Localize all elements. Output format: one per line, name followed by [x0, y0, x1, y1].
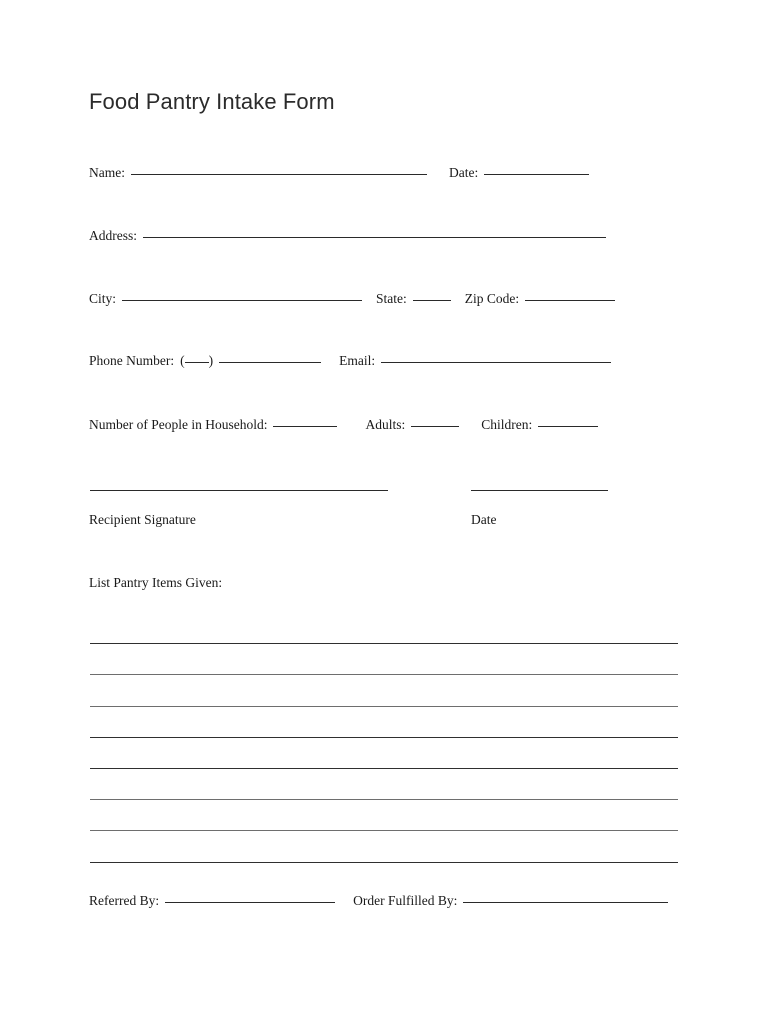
household-label: Number of People in Household: — [89, 417, 268, 432]
order-fulfilled-by-line[interactable] — [463, 902, 668, 903]
adults-count-line[interactable] — [411, 426, 459, 427]
address-label: Address: — [89, 228, 137, 243]
page-title: Food Pantry Intake Form — [89, 89, 335, 114]
state-label: State: — [376, 291, 407, 306]
order-fulfilled-by-label: Order Fulfilled By: — [353, 893, 458, 908]
phone-area-paren-open: ( — [180, 353, 185, 368]
phone-number-line[interactable] — [219, 362, 321, 363]
email-label: Email: — [339, 353, 376, 368]
zip-input-line[interactable] — [525, 300, 615, 301]
signature-date-label: Date — [471, 512, 497, 527]
row-name-date — [89, 165, 589, 181]
phone-area-code-line[interactable] — [185, 362, 209, 363]
row-city-state-zip — [89, 291, 615, 307]
row-address — [89, 228, 606, 244]
pantry-item-line[interactable] — [90, 769, 678, 800]
row-household — [89, 417, 598, 433]
name-input-line[interactable] — [131, 174, 427, 175]
pantry-item-line[interactable] — [90, 613, 678, 644]
children-label: Children: — [481, 417, 533, 432]
city-label: City: — [89, 291, 117, 306]
pantry-item-line[interactable] — [90, 644, 678, 675]
date-input-line[interactable] — [484, 174, 589, 175]
email-input-line[interactable] — [381, 362, 611, 363]
household-count-line[interactable] — [273, 426, 337, 427]
children-count-line[interactable] — [538, 426, 598, 427]
row-phone-email — [89, 353, 611, 369]
row-footer — [89, 893, 668, 909]
pantry-item-line[interactable] — [90, 675, 678, 706]
pantry-items-section-label: List Pantry Items Given: — [89, 575, 223, 590]
referred-by-line[interactable] — [165, 902, 335, 903]
pantry-item-line[interactable] — [90, 800, 678, 831]
adults-label: Adults: — [365, 417, 406, 432]
referred-by-label: Referred By: — [89, 893, 160, 908]
name-label: Name: — [89, 165, 125, 180]
pantry-item-line[interactable] — [90, 831, 678, 862]
date-label: Date: — [449, 165, 479, 180]
pantry-item-line[interactable] — [90, 738, 678, 769]
pantry-item-line[interactable] — [90, 707, 678, 738]
pantry-items-lines — [90, 613, 678, 863]
recipient-signature-line[interactable] — [90, 490, 388, 491]
recipient-signature-label: Recipient Signature — [89, 512, 196, 527]
city-input-line[interactable] — [122, 300, 362, 301]
zip-label: Zip Code: — [464, 291, 520, 306]
phone-label: Phone Number: — [89, 353, 175, 368]
phone-area-paren-close: ) — [208, 353, 214, 368]
address-input-line[interactable] — [143, 237, 606, 238]
state-input-line[interactable] — [413, 300, 451, 301]
signature-date-line[interactable] — [471, 490, 608, 491]
